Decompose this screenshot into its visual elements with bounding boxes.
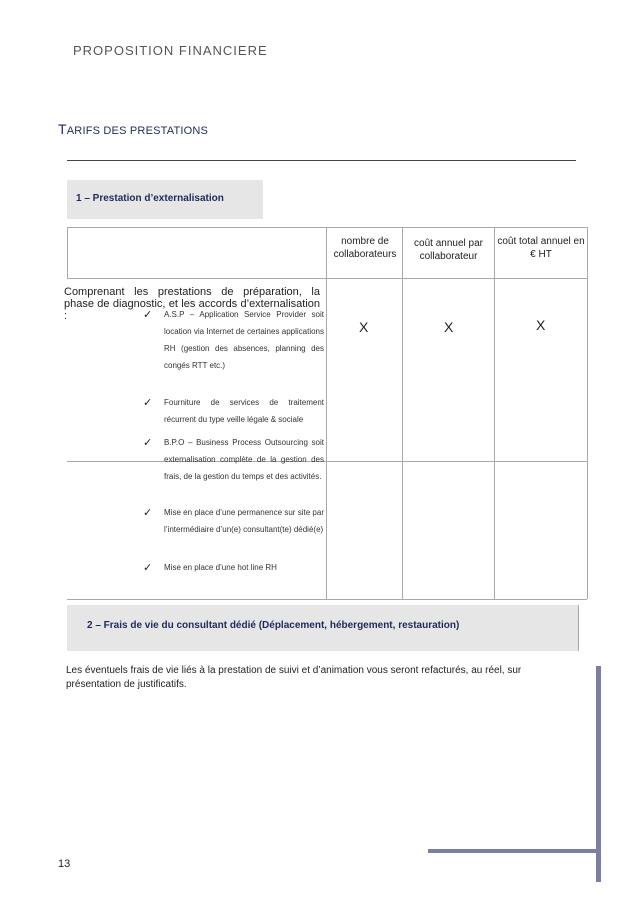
section-title-rest: ARIFS DES PRESTATIONS [66, 125, 209, 137]
decorative-footer-bar [428, 849, 600, 853]
table-border-right [587, 227, 588, 599]
table-col-divider-3 [494, 227, 495, 599]
section-title-initial: T [58, 121, 67, 137]
prestation2-heading-box [67, 605, 579, 651]
checkmark-icon: ✓ [143, 309, 153, 321]
table-col-divider-1 [326, 227, 327, 599]
table-border-bottom [67, 599, 587, 600]
checkmark-icon: ✓ [143, 562, 153, 574]
section-divider [67, 160, 576, 161]
list-item: Fourniture de services de traitement récurrent du type veille légale & sociale [164, 398, 324, 424]
checkmark-icon: ✓ [143, 437, 153, 449]
column-header-nombre: nombre de collaborateurs [333, 236, 397, 260]
list-item: Mise en place d’une hot line RH [164, 563, 277, 572]
column-header-cout-total: coût total annuel en € HT [497, 236, 585, 260]
prestation-description: Comprenant les prestations de préparation, la phase de diagnostic, et les accords d’externalisation : [64, 286, 320, 322]
prestation2-note: Les éventuels frais de vie liés à la prestation de suivi et d’animation vous seront refacturés, au réel, sur présentation de justificatifs. [66, 665, 522, 690]
table-header-divider [67, 278, 587, 279]
checkmark-icon: ✓ [143, 507, 153, 519]
list-item: Mise en place d’une permanence sur site par l’intermédiaire d’un(e) consultant(te) dédié(e) [164, 508, 324, 534]
prestation1-heading-box [67, 180, 263, 219]
table-border-top [67, 227, 587, 228]
table-col-divider-2 [402, 227, 403, 599]
list-item: B.P.O – Business Process Outsourcing soit externalisation complète de la gestion des frais, de la gestion du temps et des activités. [164, 438, 324, 481]
table-border-left [67, 227, 68, 278]
value-cout-par-collaborateur: X [444, 319, 454, 335]
prestation1-heading: 1 – Prestation d’externalisation [76, 193, 224, 204]
value-cout-total: X [536, 317, 546, 333]
document-header-title: PROPOSITION FINANCIERE [73, 43, 268, 58]
list-item: A.S.P – Application Service Provider soit location via Internet de certaines applications RH (gestion des absences, planning des congés RTT etc.) [164, 310, 324, 370]
checkmark-icon: ✓ [143, 397, 153, 409]
page-number: 13 [58, 858, 71, 870]
prestation2-heading: 2 – Frais de vie du consultant dédié (Déplacement, hébergement, restauration) [87, 620, 460, 631]
table-row-divider [67, 461, 587, 462]
column-header-cout-par-collaborateur: coût annuel par collaborateur [414, 238, 483, 262]
section-title [58, 121, 208, 137]
value-nombre: X [359, 319, 369, 335]
